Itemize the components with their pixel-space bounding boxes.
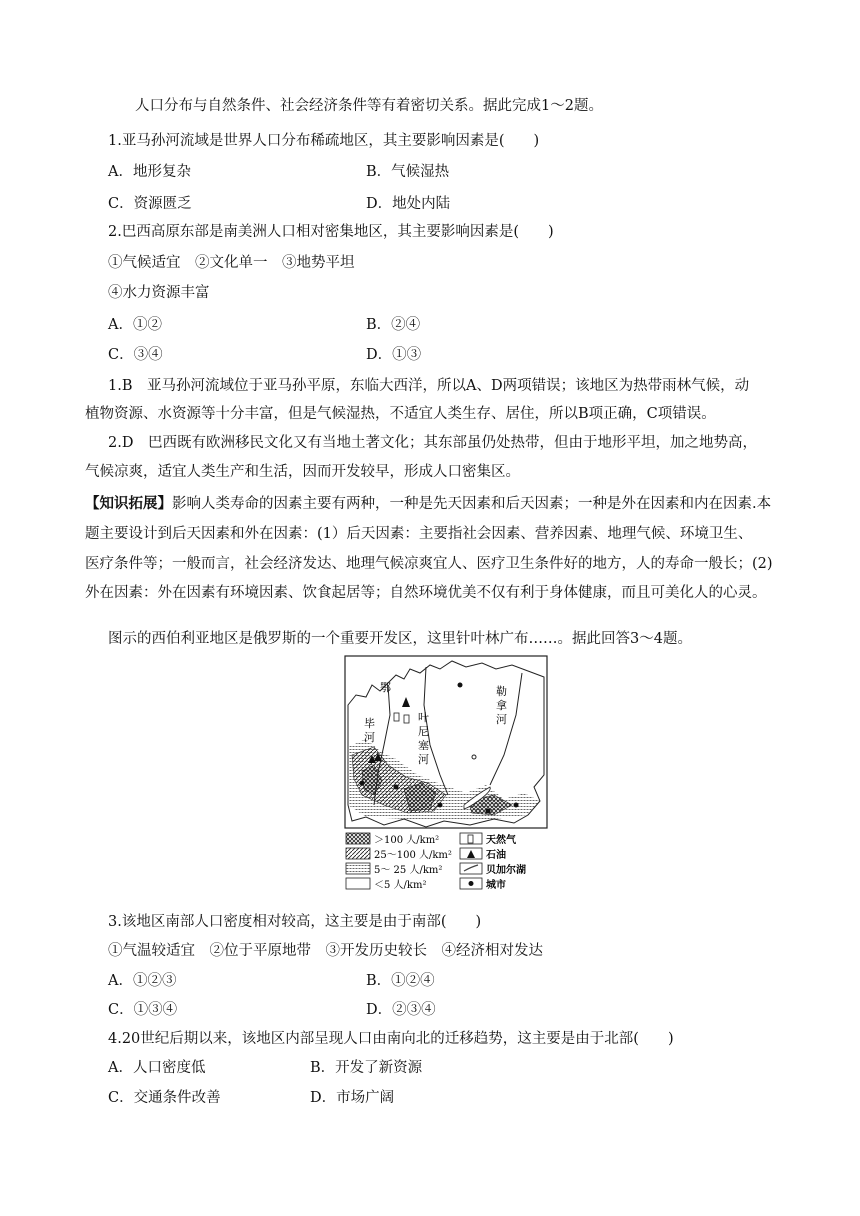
legend-d3: 5～ 25 人/km² [374,865,443,876]
legend-swatch-sparse [346,878,370,889]
intro-2-text: 图示的西伯利亚地区是俄罗斯的一个重要开发区，这里针叶林广布……。据此回答3～4题。 [108,631,692,647]
q1-option-b: B．气候湿热 [366,164,450,180]
q4-option-c: C．交通条件改善 [108,1090,221,1106]
q1-stem: 1.亚马孙河流域是世界人口分布稀疏地区，其主要影响因素是( ) [108,133,540,149]
intro-text: 人口分布与自然条件、社会经济条件等有着密切关系。据此完成1～2题。 [135,98,603,114]
siberia-map [344,655,548,829]
extension-line-1 [85,494,771,514]
q3-choices: ①气温较适宜 ②位于平原地带 ③开发历史较长 ④经济相对发达 [108,943,543,959]
city-icon [469,881,474,886]
legend-swatch-medium [346,848,370,859]
label-na: 拿 [496,699,507,712]
answer-2-line-2: 气候凉爽，适宜人类生产和生活，因而开发较早，形成人口密集区。 [85,464,520,480]
legend-swatch-dense [346,833,370,844]
q2-choices-2: ④水力资源丰富 [108,285,210,301]
legend-oil: 石油 [486,850,506,861]
q2-option-a: A．①② [108,317,162,333]
answer-1-line-2: 植物资源、水资源等十分丰富，但是气候湿热，不适宜人类生存、居住，所以B项正确，C项错误。 [85,406,716,422]
q4-option-a: A．人口密度低 [108,1060,206,1076]
q1-option-c: C．资源匮乏 [108,196,192,212]
legend-baikal: 贝加尔湖 [486,865,526,876]
label-ob-he: 河 [364,731,375,744]
q2-choices-1: ①气候适宜 ②文化单一 ③地势平坦 [108,255,355,271]
label-ni: 尼 [418,725,429,738]
label-bi: 毕 [364,717,375,730]
label-sai: 塞 [418,739,429,752]
legend-d1: ＞100 人/km² [374,835,440,846]
q3-option-a: A．①②③ [108,973,177,989]
q2-option-d: D．①③ [366,347,422,363]
q3-option-d: D．②③④ [366,1002,436,1018]
legend-d2: 25～100 人/km² [374,850,452,861]
label-ye: 叶 [418,711,429,724]
legend-city: 城市 [486,880,506,891]
q2-option-c: C．③④ [108,347,163,363]
answer-2-line-1: 2.D 巴西既有欧洲移民文化又有当地土著文化；其东部虽仍处热带，但由于地形平坦，加之地势高， [108,435,757,451]
q2-option-b: B．②④ [366,317,421,333]
extension-line-2: 题主要设计到后天因素和外在因素：(1）后天因素：主要指社会因素、营养因素、地理气候、环境卫生、 [85,526,753,542]
extension-heading: 【知识拓展】 [85,495,172,512]
q1-option-d: D．地处内陆 [366,196,451,212]
extension-line-3: 医疗条件等；一般而言，社会经济发达、地理气候凉爽宜人、医疗卫生条件好的地方，人的寿命一般长；(2) [85,556,773,572]
q3-option-c: C．①③④ [108,1002,178,1018]
gas-icon [468,835,473,843]
extension-line-4: 外在因素：外在因素有环境因素、饮食起居等；自然环境优美不仅有利于身体健康，而且可美化人的心灵。 [85,585,767,601]
extension-text-1: 影响人类寿命的因素主要有两种，一种是先天因素和后天因素；一种是外在因素和内在因素.本 [172,496,772,512]
label-yenisei-he: 河 [418,753,429,766]
legend-swatch-low [346,863,370,874]
q4-option-b: B．开发了新资源 [310,1060,423,1076]
q4-option-d: D．市场广阔 [310,1090,395,1106]
label-lena-he: 河 [496,713,507,726]
label-le: 勒 [496,685,507,698]
q4-stem: 4.20世纪后期以来，该地区内部呈现人口由南向北的迁移趋势，这主要是由于北部( ) [108,1031,674,1047]
legend-d4: ＜5 人/km² [374,880,427,891]
q1-option-a: A．地形复杂 [108,164,191,180]
q2-stem: 2.巴西高原东部是南美洲人口相对密集地区，其主要影响因素是( ) [108,224,554,240]
q3-option-b: B．①②④ [366,973,435,989]
q3-stem: 3.该地区南部人口密度相对较高，这主要是由于南部( ) [108,914,482,930]
label-e: 鄂 [380,681,391,694]
map-legend [344,831,548,893]
answer-1-line-1: 1.B 亚马孙河流域位于亚马孙平原，东临大西洋，所以A、D两项错误；该地区为热带雨林气候，动 [108,378,750,394]
legend-gas: 天然气 [486,835,516,846]
